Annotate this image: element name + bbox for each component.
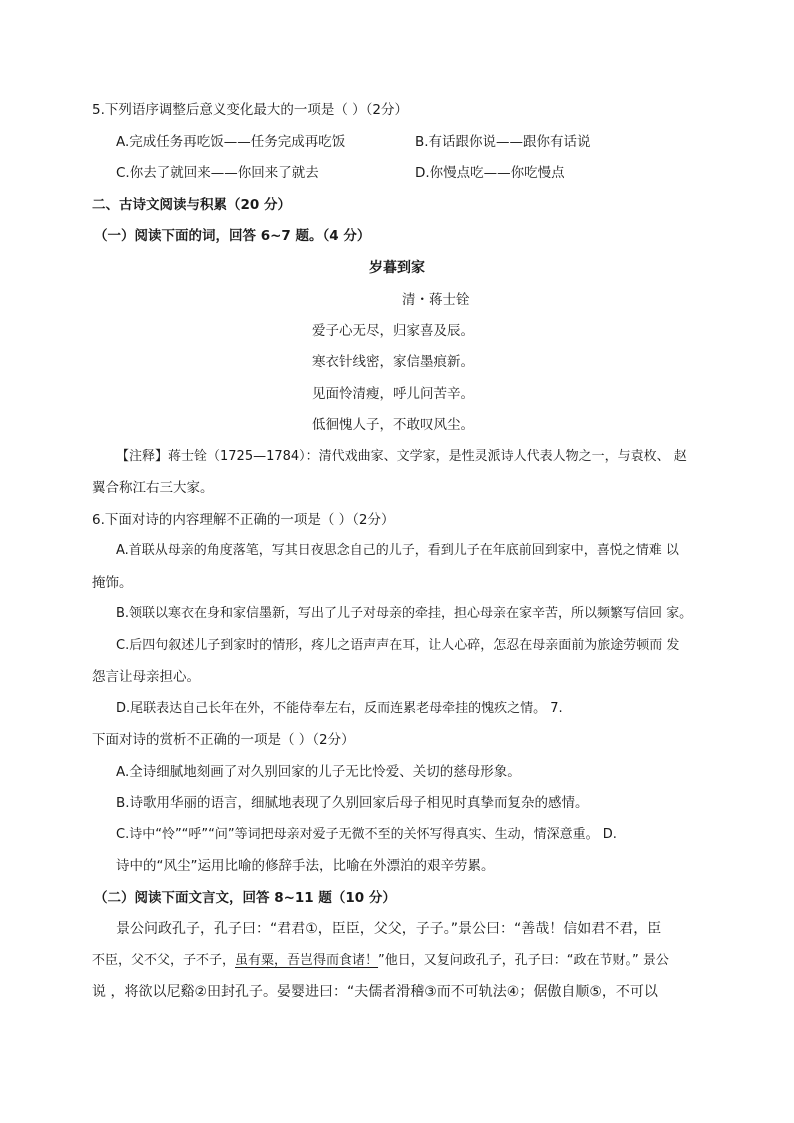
section-2-part-1-title: （一）阅读下面的词，回答 6~7 题。（4 分） [94, 228, 371, 244]
q7-option-d: 诗中的“风尘”运用比喻的修辞手法，比喻在外漂泊的艰辛劳累。 [116, 858, 495, 874]
q6-option-b: B.领联以寒衣在身和家信墨新，写出了儿子对母亲的牵挂，担心母亲在家辛苦，所以频繁写信回 家。 [116, 606, 693, 621]
poem-line-4: 低徊愧人子，不敢叹风尘。 [312, 417, 474, 433]
underlined-sentence: 虽有粟，吾岂得而食诸！ [235, 953, 379, 968]
poem-title: 岁暮到家 [369, 260, 425, 276]
q6-option-c-line-1: C.后四句叙述儿子到家时的情形，疼儿之语声声在耳，让人心碎，怎忍在母亲面前为旅途劳顿而 发 [116, 638, 680, 653]
q5-stem: 5.下列语序调整后意义变化最大的一项是（ ）（2分） [92, 102, 409, 118]
classical-text-line-1: 景公问政孔子，孔子曰：“君君①，臣臣，父父，子子。”景公曰：“善哉！信如君不君，臣 [116, 921, 662, 937]
section-2-title: 二、古诗文阅读与积累（20 分） [92, 197, 291, 213]
classical-text-line-3: 说 ，将欲以尼谿②田封孔子。晏婴进曰：“夫儒者滑稽③而不可轨法④；倨傲自顺⑤，不可以 [92, 984, 658, 1000]
q6-option-a-line-1: A.首联从母亲的角度落笔，写其日夜思念自己的儿子，看到儿子在年底前回到家中，喜悦之情难 以 [116, 543, 679, 558]
classical-text-line-2 [92, 952, 669, 970]
q7-option-a: A.全诗细腻地刻画了对久别回家的儿子无比怜爱、关切的慈母形象。 [116, 764, 521, 780]
q7-stem: 下面对诗的赏析不正确的一项是（ ）（2分） [92, 732, 355, 748]
poem-note-line-1: 【注释】蒋士铨（1725—1784）：清代戏曲家、文学家，是性灵派诗人代表人物之一，与袁枚、 赵 [116, 449, 687, 464]
q5-option-b: B.有话跟你说——跟你有话说 [415, 134, 591, 150]
classical-text-line-2-end: ”他日，又复问政孔子，孔子曰：“政在节财。” 景公 [378, 953, 669, 968]
q6-option-c-line-2: 怨言让母亲担心。 [92, 669, 200, 685]
poem-line-3: 见面怜清瘦，呼儿问苦辛。 [312, 386, 474, 402]
q6-option-d: D.尾联表达自己长年在外，不能侍奉左右，反而连累老母牵挂的愧疚之情。 7. [116, 701, 563, 716]
poem-line-1: 爱子心无尽，归家喜及辰。 [312, 323, 474, 339]
poem-line-2: 寒衣针线密，家信墨痕新。 [312, 354, 474, 370]
section-2-part-2-title: （二）阅读下面文言文，回答 8~11 题（10 分） [94, 890, 396, 906]
q5-option-c: C.你去了就回来——你回来了就去 [116, 165, 319, 181]
poem-note-line-2: 翼合称江右三大家。 [92, 480, 214, 496]
q5-option-a: A.完成任务再吃饭——任务完成再吃饭 [116, 134, 346, 150]
q7-option-b: B.诗歌用华丽的语言，细腻地表现了久别回家后母子相见时真挚而复杂的感情。 [116, 795, 589, 811]
q6-option-a-line-2: 掩饰。 [92, 575, 133, 591]
q6-stem: 6.下面对诗的内容理解不正确的一项是（ ）（2分） [92, 512, 395, 528]
q5-option-d: D.你慢点吃——你吃慢点 [415, 165, 565, 181]
q7-option-c: C.诗中“怜”“呼”“问”等词把母亲对爱子无微不至的关怀写得真实、生动，情深意重。 D. [116, 827, 617, 842]
classical-text-line-2-start: 不臣，父不父，子不子， [92, 953, 236, 968]
poem-author: 清・蒋士铨 [402, 292, 470, 308]
